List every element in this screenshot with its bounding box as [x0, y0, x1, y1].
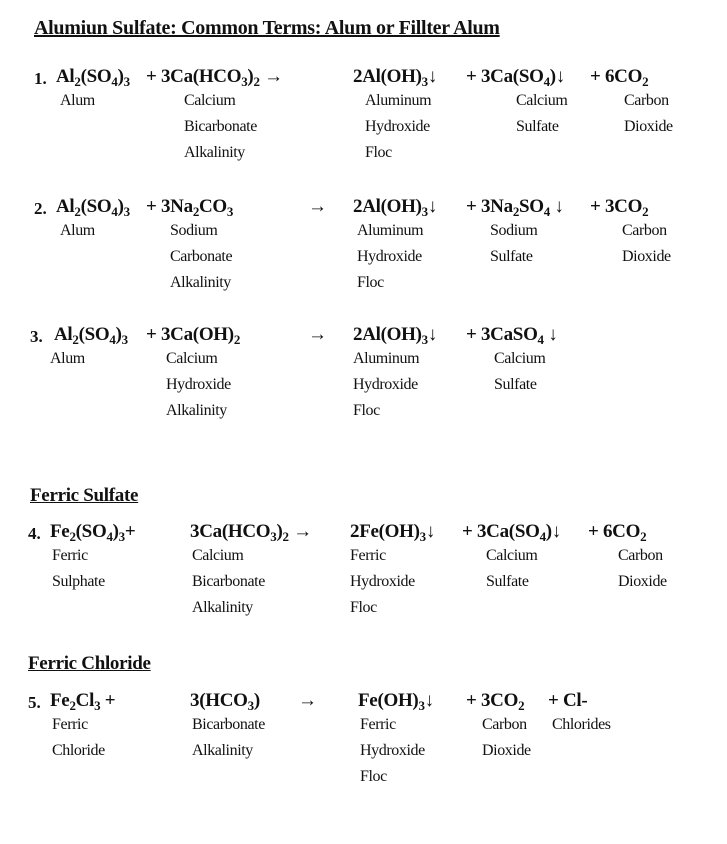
term-label: Alkalinity — [184, 144, 245, 161]
term-label: Chloride — [52, 742, 105, 759]
formula-subscript: 3 — [123, 204, 130, 219]
formula-subscript: 2 — [518, 698, 525, 713]
term-labels — [360, 712, 434, 790]
term-labels — [486, 543, 561, 595]
formula-subscript: 2 — [72, 332, 79, 347]
formula: $2Al(OH)_3↓$ — [353, 66, 438, 89]
term-labels — [52, 543, 135, 595]
term-label: Calcium — [494, 350, 546, 367]
term-label: Dioxide — [624, 118, 673, 135]
formula-subscript: 3 — [421, 332, 428, 347]
sodium-sulfate-product — [466, 196, 564, 270]
term-label: Floc — [360, 768, 387, 785]
carbon-dioxide-product — [466, 690, 531, 764]
term-labels — [624, 88, 673, 140]
term-labels — [170, 218, 233, 296]
formula: $2Al(OH)_3↓$ — [353, 324, 438, 347]
formula-subscript: 2 — [74, 74, 81, 89]
formula-subscript: 3 — [94, 698, 101, 713]
term-labels — [192, 712, 265, 764]
chlorides-product — [548, 690, 611, 738]
term-label: Carbon — [624, 92, 669, 109]
term-label: Hydroxide — [365, 118, 430, 135]
formula: + $3Na_2CO_3$ — [146, 196, 234, 219]
formula: + $3Ca(OH)_2$ — [146, 324, 241, 347]
term-label: Bicarbonate — [192, 573, 265, 590]
formula: + $3Ca(SO_4)↓$ — [462, 521, 562, 544]
term-label: Alum — [60, 222, 95, 239]
term-label: Floc — [357, 274, 384, 291]
term-labels — [516, 88, 567, 140]
term-label: Alkalinity — [170, 274, 231, 291]
term-label: Ferric — [52, 547, 88, 564]
section-heading-ferric-chloride: Ferric Chloride — [28, 653, 151, 674]
term-label: Bicarbonate — [184, 118, 257, 135]
term-label: Hydroxide — [360, 742, 425, 759]
term-labels — [192, 543, 312, 621]
term-labels — [60, 218, 130, 244]
formula-subscript: 3 — [418, 698, 425, 713]
term-label: Alum — [60, 92, 95, 109]
alum-reactant — [56, 196, 130, 244]
bicarbonate-reactant — [190, 690, 265, 764]
term-label: Floc — [353, 402, 380, 419]
ferric-sulphate-reactant — [50, 521, 135, 595]
formula: $3Ca(HCO_3)_2$ → — [190, 521, 312, 544]
calcium-sulfate-product — [466, 66, 567, 140]
formula: $Al_2(SO_4)_3$ — [54, 324, 128, 347]
term-label: Aluminum — [353, 350, 420, 367]
calcium-sulfate-product — [462, 521, 561, 595]
term-label: Dioxide — [622, 248, 671, 265]
formula-subscript: 2 — [233, 332, 241, 347]
alum-reactant — [50, 324, 128, 372]
formula: $Al_2(SO_4)_3$ — [56, 196, 130, 219]
term-label: Hydroxide — [350, 573, 415, 590]
equation-number: 2. — [34, 199, 47, 218]
formula-subscript: 3 — [123, 74, 130, 89]
term-label: Carbonate — [170, 248, 233, 265]
term-label: Carbon — [618, 547, 663, 564]
section-heading-ferric-sulfate: Ferric Sulfate — [30, 485, 139, 506]
term-label: Alkalinity — [192, 599, 253, 616]
term-label: Aluminum — [357, 222, 424, 239]
term-labels — [52, 712, 115, 764]
formula: + Cl- — [548, 690, 588, 711]
term-label: Calcium — [184, 92, 236, 109]
ferric-hydroxide-product — [350, 521, 435, 621]
term-labels — [482, 712, 531, 764]
term-label: Hydroxide — [357, 248, 422, 265]
term-labels — [50, 346, 128, 372]
ferric-chloride-reactant — [50, 690, 115, 764]
formula: + $3Ca(HCO_3)_2$ → — [146, 66, 283, 89]
term-label: Aluminum — [365, 92, 432, 109]
formula: $Fe_2(SO_4)_3+$ — [50, 521, 136, 544]
term-label: Bicarbonate — [192, 716, 265, 733]
formula: → — [308, 324, 327, 345]
term-label: Sodium — [490, 222, 538, 239]
formula-subscript: 2 — [69, 529, 76, 544]
calcium-bicarbonate-reactant — [190, 521, 312, 621]
formula-subscript: 2 — [640, 529, 647, 544]
term-label: Sulfate — [494, 376, 537, 393]
term-label: Alkalinity — [192, 742, 253, 759]
calcium-sulfate-product — [466, 324, 557, 398]
term-labels — [365, 88, 437, 166]
formula-subscript: 2 — [74, 204, 81, 219]
formula-subscript: 4 — [111, 204, 118, 219]
term-labels — [490, 218, 564, 270]
reaction-arrow — [308, 324, 327, 346]
aluminum-hydroxide-product — [353, 196, 437, 296]
term-label: Calcium — [192, 547, 244, 564]
formula: + $3CO_2$ — [466, 690, 525, 713]
term-label: Sulfate — [516, 118, 559, 135]
formula-subscript: 2 — [69, 698, 76, 713]
equation-number: 5. — [28, 693, 41, 712]
term-labels — [357, 218, 437, 296]
carbon-dioxide-product — [590, 196, 671, 270]
formula: → — [298, 690, 317, 711]
term-labels — [618, 543, 667, 595]
carbon-dioxide-product — [588, 521, 667, 595]
formula: + $3Na_2SO_4$ ↓ — [466, 196, 564, 219]
formula-subscript: 4 — [539, 529, 546, 544]
formula: $2Al(OH)_3↓$ — [353, 196, 438, 219]
formula: + $3CO_2$ — [590, 196, 649, 219]
formula: $Al_2(SO_4)_3$ — [56, 66, 130, 89]
term-label: Floc — [365, 144, 392, 161]
reaction-arrow — [298, 690, 317, 712]
equation-number: 3. — [30, 327, 43, 346]
term-label: Dioxide — [618, 573, 667, 590]
term-label: Carbon — [622, 222, 667, 239]
formula: $Fe(OH)_3↓$ — [358, 690, 434, 713]
reaction-arrow — [308, 196, 327, 218]
sodium-carbonate-reactant — [146, 196, 233, 296]
formula-subscript: 4 — [537, 332, 544, 347]
term-label: Chlorides — [552, 716, 611, 733]
term-label: Floc — [350, 599, 377, 616]
alum-reactant — [56, 66, 130, 114]
formula: + 3CaSO$_4$ ↓ — [466, 324, 558, 347]
ferric-hydroxide-product — [358, 690, 434, 790]
term-labels — [60, 88, 130, 114]
formula: $Fe_2Cl_3$ + — [50, 690, 116, 713]
formula: $3(HCO_3)$ — [190, 690, 260, 713]
carbon-dioxide-product — [590, 66, 673, 140]
formula-subscript: 2 — [253, 74, 260, 89]
calcium-bicarbonate-reactant — [146, 66, 283, 166]
formula-subscript: 3 — [421, 204, 428, 219]
formula-subscript: 3 — [118, 529, 125, 544]
equation-number: 4. — [28, 524, 41, 543]
formula-subscript: 3 — [421, 74, 428, 89]
term-labels — [353, 346, 437, 424]
formula: + $6CO_2$ — [588, 521, 647, 544]
formula: → — [308, 196, 327, 217]
formula-subscript: 2 — [642, 74, 649, 89]
term-labels — [622, 218, 671, 270]
formula-subscript: 4 — [543, 74, 550, 89]
page-title: Alumiun Sulfate: Common Terms: Alum or Fillter Alum — [34, 17, 500, 39]
formula: $2Fe(OH)_3↓$ — [350, 521, 436, 544]
term-label: Alum — [50, 350, 85, 367]
term-label: Sodium — [170, 222, 218, 239]
formula-subscript: 4 — [106, 529, 113, 544]
term-label: Sulphate — [52, 573, 105, 590]
formula-subscript: 2 — [192, 204, 200, 219]
formula-subscript: 2 — [642, 204, 649, 219]
formula: + $3Ca(SO_4)↓$ — [466, 66, 566, 89]
formula-subscript: 4 — [111, 74, 118, 89]
term-label: Ferric — [52, 716, 88, 733]
formula-subscript: 3 — [270, 529, 277, 544]
term-label: Calcium — [516, 92, 568, 109]
term-label: Sulfate — [490, 248, 533, 265]
term-label: Ferric — [350, 547, 386, 564]
formula-subscript: 3 — [121, 332, 128, 347]
term-label: Ferric — [360, 716, 396, 733]
term-labels — [350, 543, 435, 621]
term-label: Alkalinity — [166, 402, 227, 419]
term-label: Hydroxide — [353, 376, 418, 393]
formula-subscript: 3 — [419, 529, 426, 544]
term-label: Calcium — [166, 350, 218, 367]
calcium-hydroxide-reactant — [146, 324, 240, 424]
term-label: Carbon — [482, 716, 527, 733]
formula-subscript: 3 — [226, 204, 234, 219]
term-label: Dioxide — [482, 742, 531, 759]
term-label: Hydroxide — [166, 376, 231, 393]
equation-number: 1. — [34, 69, 47, 88]
formula-subscript: 3 — [247, 698, 254, 713]
aluminum-hydroxide-product — [353, 66, 437, 166]
formula-subscript: 2 — [512, 204, 520, 219]
formula-subscript: 3 — [241, 74, 248, 89]
formula-subscript: 2 — [282, 529, 289, 544]
term-labels — [494, 346, 557, 398]
aluminum-hydroxide-product — [353, 324, 437, 424]
formula: + $6CO_2$ — [590, 66, 649, 89]
term-labels — [552, 712, 611, 738]
term-labels — [184, 88, 283, 166]
term-labels — [166, 346, 240, 424]
formula-subscript: 4 — [109, 332, 116, 347]
term-label: Calcium — [486, 547, 538, 564]
formula-subscript: 4 — [543, 204, 550, 219]
term-label: Sulfate — [486, 573, 529, 590]
